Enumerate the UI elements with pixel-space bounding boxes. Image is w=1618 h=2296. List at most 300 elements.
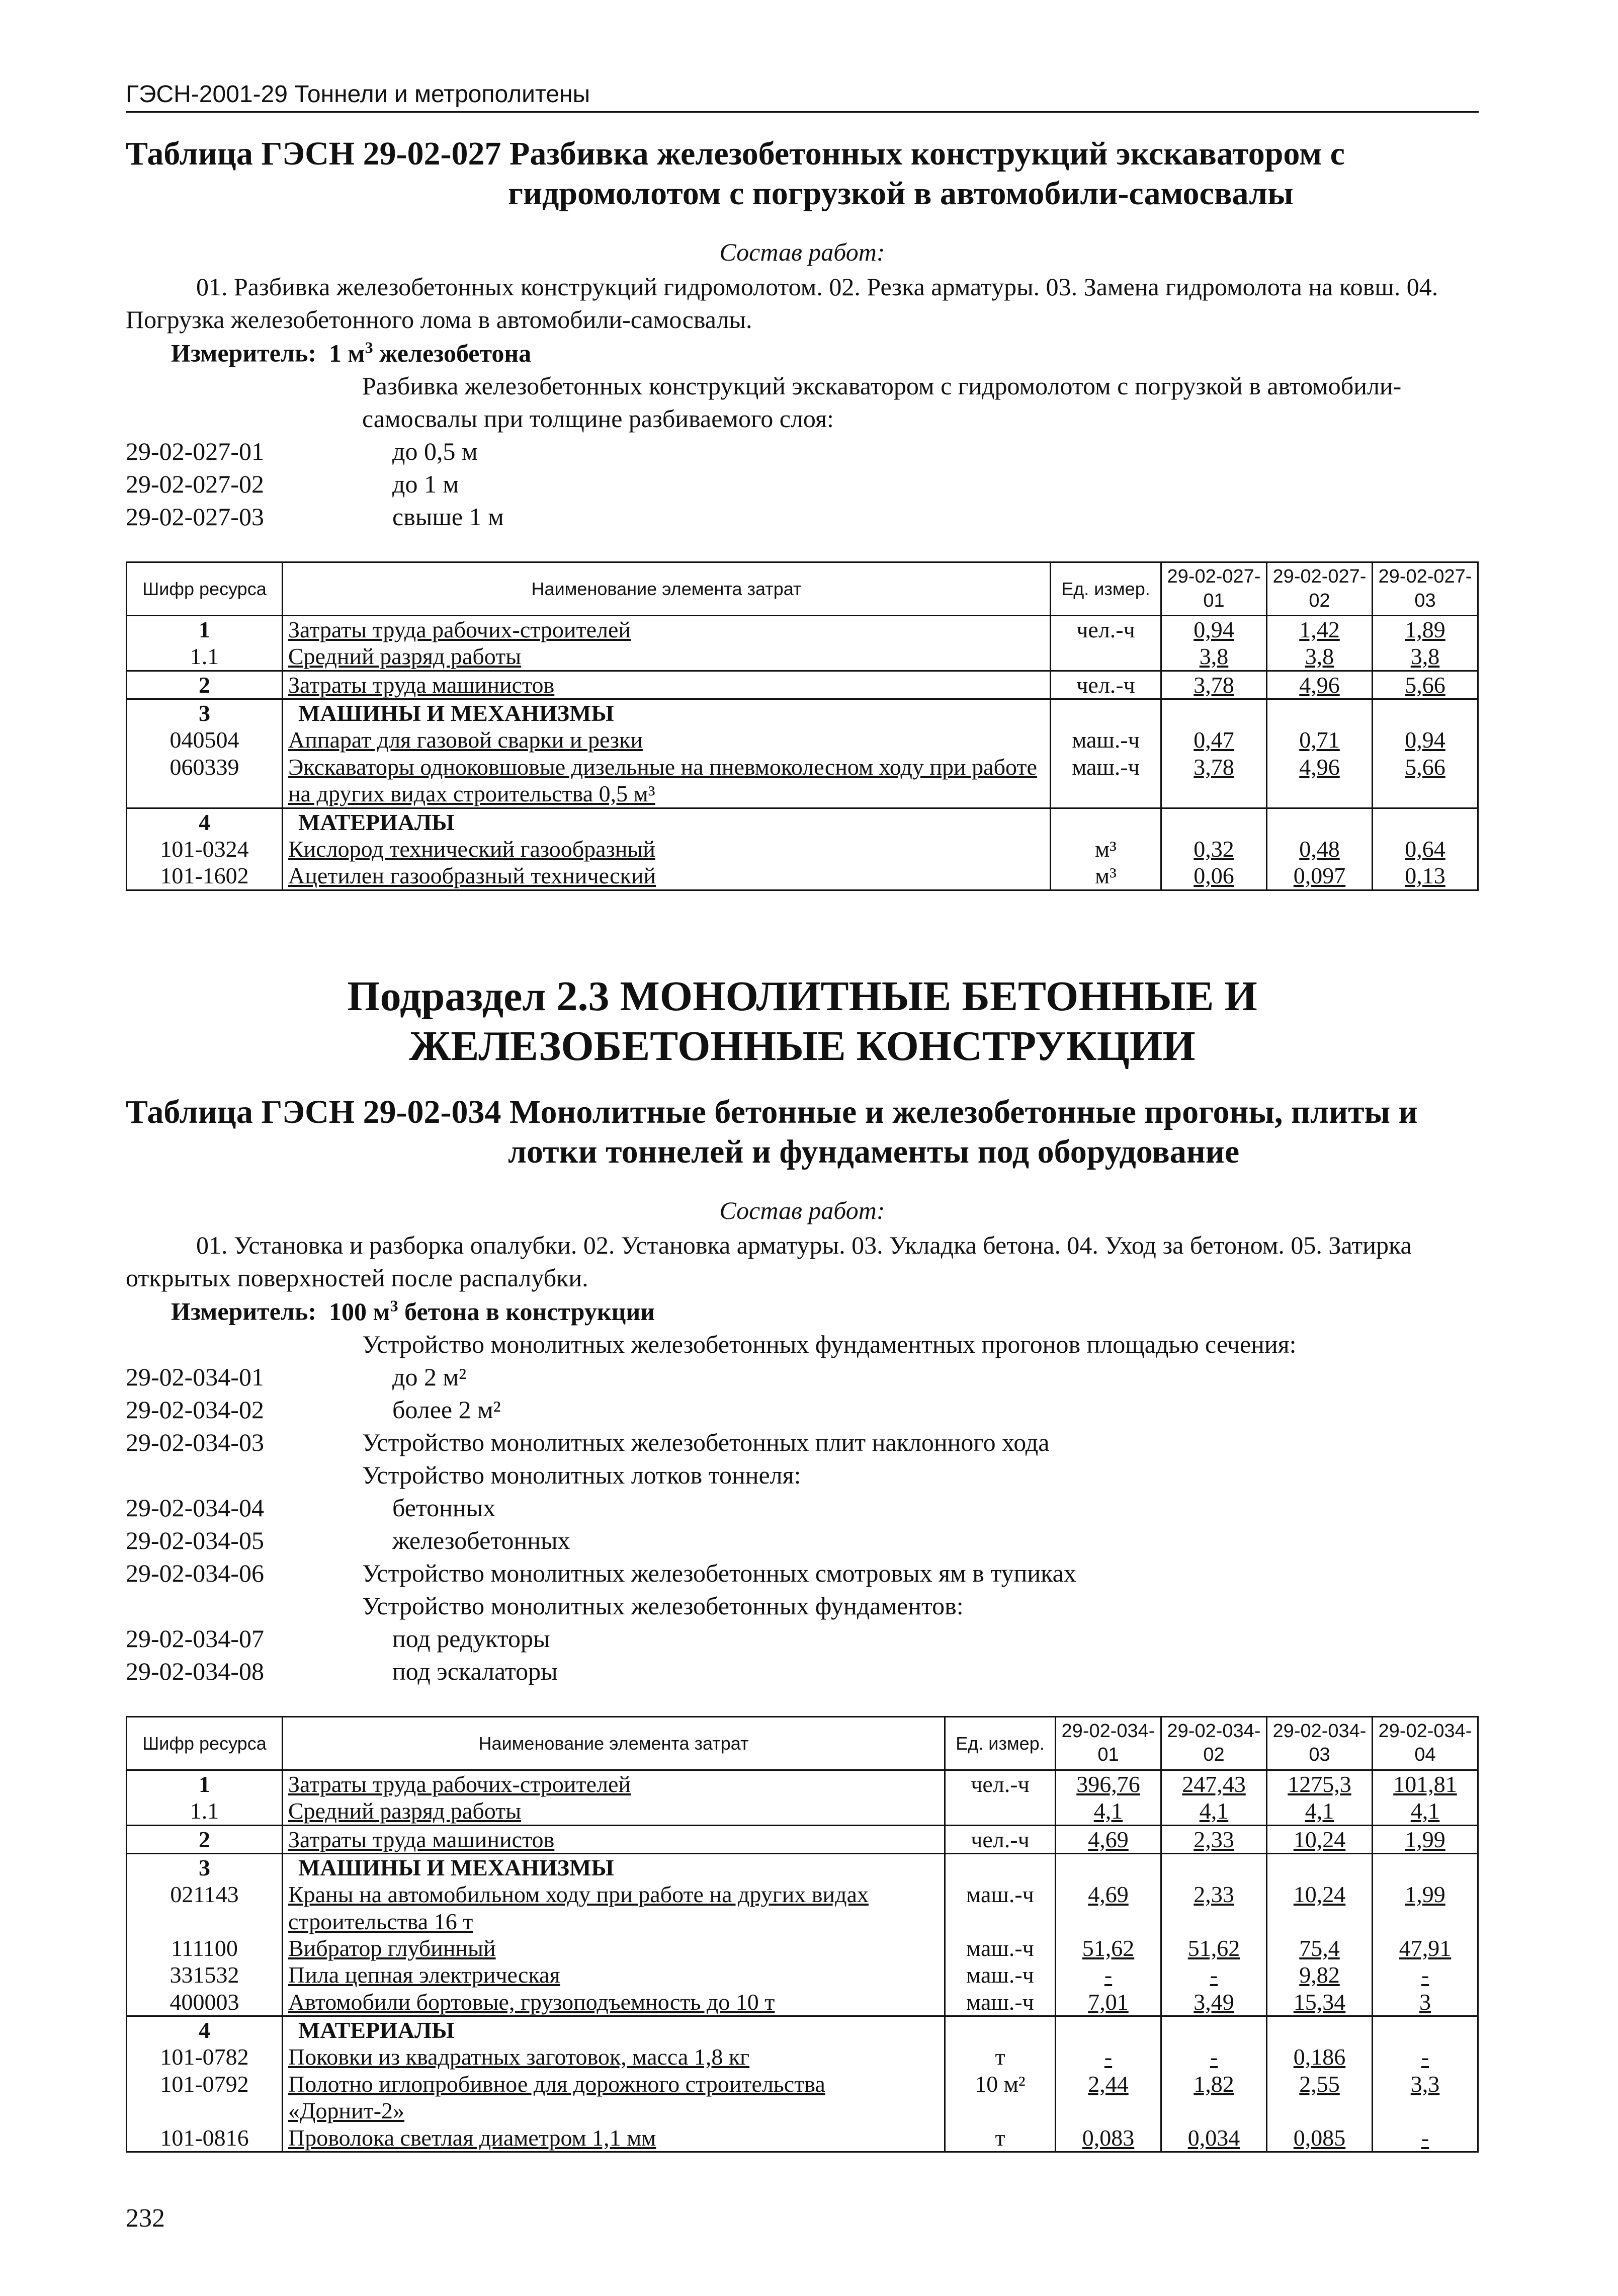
value-cell xyxy=(1267,1770,1373,1797)
cost-element-name xyxy=(283,1989,945,2016)
value-cell xyxy=(1161,1935,1267,1961)
value-cell xyxy=(1373,862,1478,890)
measure-label: Измеритель: xyxy=(171,339,317,368)
code-line xyxy=(126,1328,1479,1361)
table-row xyxy=(127,1935,1478,1961)
value: 1,82 xyxy=(1194,2071,1234,2097)
value-cell xyxy=(1267,1853,1373,1881)
code-description: железобетонных xyxy=(392,1526,570,1554)
value-cell xyxy=(1267,2043,1373,2070)
cost-element-name xyxy=(283,1770,945,1797)
header-col: 29-02-027-03 xyxy=(1373,562,1478,616)
value-cell xyxy=(1267,1825,1373,1853)
value-cell xyxy=(1161,808,1267,836)
code-description: до 0,5 м xyxy=(392,437,478,466)
value: 0,32 xyxy=(1194,836,1234,862)
table2-grid xyxy=(126,1716,1479,2153)
cost-element-name xyxy=(283,808,1051,836)
code-number: 29-02-027-03 xyxy=(126,503,264,531)
cost-element-name xyxy=(283,754,1051,808)
value: 3,8 xyxy=(1410,643,1440,670)
code-number: 29-02-034-03 xyxy=(126,1428,264,1456)
value-cell xyxy=(1056,1881,1161,1935)
code-line xyxy=(126,1492,1479,1524)
value: 4,1 xyxy=(1199,1798,1229,1824)
value: 4,96 xyxy=(1299,672,1340,698)
value-cell xyxy=(1056,2071,1161,2124)
code-description: Устройство монолитных железобетонных плит наклонного хода xyxy=(362,1428,1050,1456)
resource-code: 040504 xyxy=(127,726,283,753)
unit: маш.-ч xyxy=(945,1935,1056,1961)
value-cell xyxy=(1161,616,1267,643)
value: 4,69 xyxy=(1088,1881,1129,1908)
table-row xyxy=(127,1961,1478,1988)
value: 5,66 xyxy=(1405,754,1445,780)
code-description: бетонных xyxy=(392,1493,496,1522)
page xyxy=(126,80,1479,2153)
value-cell xyxy=(1267,1961,1373,1988)
value: 2,55 xyxy=(1299,2071,1340,2097)
table2-measure xyxy=(126,1296,1479,1326)
table-row xyxy=(127,643,1478,671)
header-code: Шифр ресурса xyxy=(127,1716,283,1770)
code-number: 29-02-034-07 xyxy=(126,1624,264,1653)
value: 0,94 xyxy=(1194,617,1234,643)
resource-code: 101-0782 xyxy=(127,2043,283,2070)
value-cell xyxy=(1373,1935,1478,1961)
code-number xyxy=(126,370,362,435)
value-cell xyxy=(1373,836,1478,862)
value-cell xyxy=(1267,643,1373,671)
cost-element-text: Проволока светлая диаметром 1,1 мм xyxy=(288,2124,656,2151)
cost-element-text: МАТЕРИАЛЫ xyxy=(298,809,455,835)
code-line xyxy=(126,370,1479,435)
value: 0,48 xyxy=(1299,836,1340,862)
unit: маш.-ч xyxy=(945,1989,1056,2016)
cost-element-text: Краны на автомобильном ходу при работе на других видах строительства 16 т xyxy=(288,1881,869,1934)
value-cell xyxy=(1161,754,1267,808)
table-row xyxy=(127,671,1478,699)
cost-element-text: МАШИНЫ И МЕХАНИЗМЫ xyxy=(298,1854,614,1880)
unit: т xyxy=(945,2124,1056,2152)
cost-element-text: Вибратор глубинный xyxy=(288,1935,496,1961)
cost-element-name xyxy=(283,1961,945,1988)
table-row xyxy=(127,1881,1478,1935)
cost-element-text: Полотно иглопробивное для дорожного строительства «Дорнит-2» xyxy=(288,2071,825,2124)
cost-element-name xyxy=(283,836,1051,862)
unit xyxy=(945,1853,1056,1881)
code-number xyxy=(126,1328,362,1361)
cost-element-name xyxy=(283,2016,945,2044)
code-description: под эскалаторы xyxy=(392,1657,558,1685)
header-name: Наименование элемента затрат xyxy=(283,562,1051,616)
unit: чел.-ч xyxy=(945,1825,1056,1853)
value: 4,96 xyxy=(1299,754,1340,780)
value-cell xyxy=(1373,2016,1478,2044)
table-row xyxy=(127,2043,1478,2070)
resource-code: 4 xyxy=(127,2016,283,2044)
value: 1275,3 xyxy=(1288,1771,1351,1797)
value-cell xyxy=(1373,2071,1478,2124)
table-row xyxy=(127,2016,1478,2044)
value-cell xyxy=(1161,2043,1267,2070)
code-line xyxy=(126,1524,1479,1557)
value-cell xyxy=(1161,1961,1267,1988)
value-cell xyxy=(1267,2071,1373,2124)
value: - xyxy=(1421,1962,1429,1988)
unit: м³ xyxy=(1051,862,1161,890)
table-row xyxy=(127,2071,1478,2124)
resource-code: 101-0792 xyxy=(127,2071,283,2124)
code-description: Разбивка железобетонных конструкций экскаватором с гидромолотом с погрузкой в автомобили-самосвалы при толщине разбиваемого слоя: xyxy=(362,372,1402,433)
value: 2,44 xyxy=(1088,2071,1129,2097)
code-line xyxy=(126,1557,1479,1590)
unit: т xyxy=(945,2043,1056,2070)
page-number: 232 xyxy=(126,2204,165,2233)
header-name: Наименование элемента затрат xyxy=(283,1716,945,1770)
unit: маш.-ч xyxy=(1051,726,1161,753)
table1-measure xyxy=(126,338,1479,368)
value: 4,69 xyxy=(1088,1826,1129,1852)
code-line xyxy=(126,1622,1479,1655)
code-number: 29-02-027-02 xyxy=(126,470,264,499)
value: 5,66 xyxy=(1405,672,1445,698)
value-cell xyxy=(1161,1853,1267,1881)
value: - xyxy=(1104,1962,1113,1988)
header-unit: Ед. измер. xyxy=(945,1716,1056,1770)
cost-element-text: Средний разряд работы xyxy=(288,1798,522,1824)
value: 0,034 xyxy=(1187,2124,1240,2151)
value-cell xyxy=(1161,1770,1267,1797)
code-description: Устройство монолитных железобетонных фундаментов: xyxy=(362,1591,964,1620)
resource-code: 4 xyxy=(127,808,283,836)
code-description: Устройство монолитных лотков тоннеля: xyxy=(362,1460,801,1489)
value: 10,24 xyxy=(1293,1881,1346,1908)
value: - xyxy=(1210,2044,1218,2070)
table2-works-text: 01. Установка и разборка опалубки. 02. Установка арматуры. 03. Укладка бетона. 04. Уход за бетоном. 05. Затирка открытых поверхностей после распалубки. xyxy=(126,1231,1412,1292)
value-cell xyxy=(1056,1853,1161,1881)
unit xyxy=(1051,808,1161,836)
value-cell xyxy=(1267,726,1373,753)
resource-code: 021143 xyxy=(127,1881,283,1935)
cost-element-name xyxy=(283,699,1051,727)
code-number: 29-02-027-01 xyxy=(126,437,264,466)
code-description: Устройство монолитных железобетонных фундаментных прогонов площадью сечения: xyxy=(362,1330,1297,1358)
code-number: 29-02-034-01 xyxy=(126,1362,264,1391)
cost-element-text: Аппарат для газовой сварки и резки xyxy=(288,727,643,753)
value: 0,06 xyxy=(1194,863,1234,889)
table-row xyxy=(127,616,1478,643)
resource-code: 2 xyxy=(127,1825,283,1853)
header-col: 29-02-034-03 xyxy=(1267,1716,1373,1770)
measure-value: 100 $м^3$ бетона в конструкции xyxy=(329,1296,655,1326)
value-cell xyxy=(1373,2043,1478,2070)
cost-element-name xyxy=(283,643,1051,671)
value-cell xyxy=(1161,1825,1267,1853)
resource-code: 1.1 xyxy=(127,643,283,671)
code-description: более 2 м² xyxy=(392,1395,501,1424)
cost-element-text: МАТЕРИАЛЫ xyxy=(298,2017,455,2043)
code-line xyxy=(126,501,1479,533)
code-number xyxy=(126,1590,362,1622)
table-row xyxy=(127,726,1478,753)
code-number xyxy=(126,1459,362,1492)
value-cell xyxy=(1267,808,1373,836)
cost-element-name xyxy=(283,1825,945,1853)
cost-element-name xyxy=(283,2071,945,2124)
value-cell xyxy=(1267,1797,1373,1825)
measure-label: Измеритель: xyxy=(171,1297,317,1326)
cost-element-name xyxy=(283,1881,945,1935)
value-cell xyxy=(1373,699,1478,727)
cost-element-text: Кислород технический газообразный xyxy=(288,836,655,862)
value: 247,43 xyxy=(1182,1771,1246,1797)
value-cell xyxy=(1056,2124,1161,2152)
header-col: 29-02-027-01 xyxy=(1161,562,1267,616)
value-cell xyxy=(1373,1961,1478,1988)
value: 10,24 xyxy=(1293,1826,1346,1852)
table1-header-row xyxy=(127,562,1478,616)
header-col: 29-02-034-01 xyxy=(1056,1716,1161,1770)
value-cell xyxy=(1267,836,1373,862)
value-cell xyxy=(1373,754,1478,808)
value: 0,71 xyxy=(1299,727,1340,753)
value-cell xyxy=(1373,1989,1478,2016)
measure-value: 1 $м^3$ железобетона xyxy=(329,338,532,368)
table2-code-list xyxy=(126,1328,1479,1688)
value: 0,085 xyxy=(1293,2124,1346,2151)
resource-code: 3 xyxy=(127,1853,283,1881)
cost-element-text: Затраты труда рабочих-строителей xyxy=(288,617,631,643)
value-cell xyxy=(1373,1770,1478,1797)
unit: чел.-ч xyxy=(1051,671,1161,699)
value-cell xyxy=(1161,2071,1267,2124)
value-cell xyxy=(1161,671,1267,699)
header-unit: Ед. измер. xyxy=(1051,562,1161,616)
resource-code: 111100 xyxy=(127,1935,283,1961)
table1-code-list xyxy=(126,370,1479,533)
subsection-title: Подраздел 2.3 МОНОЛИТНЫЕ БЕТОННЫЕ И ЖЕЛЕЗОБЕТОННЫЕ КОНСТРУКЦИИ xyxy=(347,972,1257,1070)
cost-element-name xyxy=(283,1797,945,1825)
value: 0,097 xyxy=(1293,863,1346,889)
code-line xyxy=(126,1459,1479,1492)
value-cell xyxy=(1267,616,1373,643)
table-row xyxy=(127,754,1478,808)
header-col: 29-02-027-02 xyxy=(1267,562,1373,616)
resource-code: 1 xyxy=(127,1770,283,1797)
value-cell xyxy=(1161,726,1267,753)
code-description: под редукторы xyxy=(392,1624,550,1653)
value: 51,62 xyxy=(1187,1935,1240,1961)
value-cell xyxy=(1056,1961,1161,1988)
value-cell xyxy=(1267,1881,1373,1935)
value: 4,1 xyxy=(1305,1798,1334,1824)
value: 3,8 xyxy=(1199,643,1229,670)
code-line xyxy=(126,1655,1479,1688)
value-cell xyxy=(1161,1989,1267,2016)
value-cell xyxy=(1267,1935,1373,1961)
table1-works-text: 01. Разбивка железобетонных конструкций гидромолотом. 02. Резка арматуры. 03. Замена гидромолота на ковш. 04. Погрузка железобетонного лома в автомобили-самосвалы. xyxy=(126,273,1438,334)
code-line xyxy=(126,468,1479,501)
code-number: 29-02-034-02 xyxy=(126,1395,264,1424)
value: 47,91 xyxy=(1399,1935,1452,1961)
unit xyxy=(1051,699,1161,727)
resource-code: 060339 xyxy=(127,754,283,808)
value-cell xyxy=(1056,2016,1161,2044)
value-cell xyxy=(1161,836,1267,862)
cost-element-name xyxy=(283,726,1051,753)
value: 3,3 xyxy=(1410,2071,1440,2097)
value-cell xyxy=(1056,1797,1161,1825)
value: 3,78 xyxy=(1194,672,1234,698)
code-number: 29-02-034-08 xyxy=(126,1657,264,1685)
resource-code: 101-0816 xyxy=(127,2124,283,2152)
value: 0,47 xyxy=(1194,727,1234,753)
value-cell xyxy=(1267,754,1373,808)
table-row xyxy=(127,2124,1478,2152)
cost-element-text: Поковки из квадратных заготовок, масса 1,8 кг xyxy=(288,2044,750,2070)
table1-title: Таблица ГЭСН 29-02-027 Разбивка железобетонных конструкций экскаватором с гидромолотом с погрузкой в автомобили-самосвалы xyxy=(126,135,1345,212)
cost-element-name xyxy=(283,671,1051,699)
value: 0,94 xyxy=(1405,727,1445,753)
cost-element-text: Пила цепная электрическая xyxy=(288,1962,560,1988)
value: 396,76 xyxy=(1076,1771,1140,1797)
table-row xyxy=(127,1770,1478,1797)
code-description: до 1 м xyxy=(392,470,459,499)
value: 2,33 xyxy=(1194,1881,1234,1908)
cost-element-name xyxy=(283,2124,945,2152)
value: 1,42 xyxy=(1299,617,1340,643)
cost-element-text: Затраты труда машинистов xyxy=(288,1826,555,1852)
value-cell xyxy=(1373,1853,1478,1881)
header-col: 29-02-034-04 xyxy=(1373,1716,1478,1770)
value: 3,78 xyxy=(1194,754,1234,780)
cost-element-text: Затраты труда машинистов xyxy=(288,672,555,698)
table-row xyxy=(127,1825,1478,1853)
value-cell xyxy=(1267,2016,1373,2044)
value-cell xyxy=(1056,1770,1161,1797)
cost-element-name xyxy=(283,1853,945,1881)
value: 75,4 xyxy=(1299,1935,1340,1961)
cost-element-text: Автомобили бортовые, грузоподъемность до 10 т xyxy=(288,1989,775,2015)
value-cell xyxy=(1267,671,1373,699)
value-cell xyxy=(1373,1797,1478,1825)
unit: 10 м² xyxy=(945,2071,1056,2124)
code-number: 29-02-034-05 xyxy=(126,1526,264,1554)
value: 0,64 xyxy=(1405,836,1445,862)
resource-code: 2 xyxy=(127,671,283,699)
value-cell xyxy=(1373,1825,1478,1853)
value: 101,81 xyxy=(1393,1771,1457,1797)
cost-element-name xyxy=(283,616,1051,643)
value: - xyxy=(1104,2044,1113,2070)
value-cell xyxy=(1161,862,1267,890)
resource-code: 3 xyxy=(127,699,283,727)
resource-code: 101-0324 xyxy=(127,836,283,862)
unit xyxy=(945,2016,1056,2044)
resource-code: 101-1602 xyxy=(127,862,283,890)
unit xyxy=(945,1797,1056,1825)
table-row xyxy=(127,1853,1478,1881)
value-cell xyxy=(1373,2124,1478,2152)
unit: маш.-ч xyxy=(1051,754,1161,808)
table2-works-heading: Состав работ: xyxy=(719,1196,885,1225)
value-cell xyxy=(1373,671,1478,699)
value: 15,34 xyxy=(1293,1989,1346,2015)
value: 0,186 xyxy=(1293,2044,1346,2070)
value: - xyxy=(1210,1962,1218,1988)
table-row xyxy=(127,1797,1478,1825)
code-description: до 2 м² xyxy=(392,1362,467,1391)
table-row xyxy=(127,1989,1478,2016)
cost-element-text: МАШИНЫ И МЕХАНИЗМЫ xyxy=(298,700,614,726)
table1-grid xyxy=(126,561,1479,891)
unit: маш.-ч xyxy=(945,1881,1056,1935)
value: 1,99 xyxy=(1405,1881,1445,1908)
value: 1,99 xyxy=(1405,1826,1445,1852)
value: 0,13 xyxy=(1405,863,1445,889)
value-cell xyxy=(1161,699,1267,727)
value-cell xyxy=(1373,643,1478,671)
table-row xyxy=(127,836,1478,862)
value-cell xyxy=(1373,616,1478,643)
cost-element-name xyxy=(283,1935,945,1961)
value-cell xyxy=(1056,1989,1161,2016)
unit: чел.-ч xyxy=(945,1770,1056,1797)
code-number: 29-02-034-06 xyxy=(126,1559,264,1587)
value-cell xyxy=(1267,1989,1373,2016)
value-cell xyxy=(1373,726,1478,753)
value-cell xyxy=(1056,1935,1161,1961)
code-description: Устройство монолитных железобетонных смотровых ям в тупиках xyxy=(362,1559,1076,1587)
code-line xyxy=(126,1393,1479,1426)
table2-header-row xyxy=(127,1716,1478,1770)
code-description: свыше 1 м xyxy=(392,503,504,531)
header-col: 29-02-034-02 xyxy=(1161,1716,1267,1770)
value: 51,62 xyxy=(1082,1935,1135,1961)
cost-element-name xyxy=(283,2043,945,2070)
value-cell xyxy=(1267,699,1373,727)
value: 1,89 xyxy=(1405,617,1445,643)
code-line xyxy=(126,1426,1479,1459)
running-head: ГЭСН-2001-29 Тоннели и метрополитены xyxy=(126,80,1479,113)
value-cell xyxy=(1161,2124,1267,2152)
value-cell xyxy=(1267,862,1373,890)
code-line xyxy=(126,1590,1479,1622)
value-cell xyxy=(1056,1825,1161,1853)
value-cell xyxy=(1267,2124,1373,2152)
value: - xyxy=(1421,2044,1429,2070)
value: 4,1 xyxy=(1093,1798,1123,1824)
resource-code: 1.1 xyxy=(127,1797,283,1825)
table-row xyxy=(127,862,1478,890)
cost-element-text: Экскаваторы одноковшовые дизельные на пневмоколесном ходу при работе на других видах строительства 0,5 м³ xyxy=(288,754,1037,807)
table1-works-heading: Состав работ: xyxy=(719,238,885,267)
value-cell xyxy=(1373,808,1478,836)
cost-element-text: Затраты труда рабочих-строителей xyxy=(288,1771,631,1797)
value: 3,49 xyxy=(1194,1989,1234,2015)
resource-code: 331532 xyxy=(127,1961,283,1988)
value: 3,8 xyxy=(1305,643,1334,670)
value: 2,33 xyxy=(1194,1826,1234,1852)
unit: чел.-ч xyxy=(1051,616,1161,643)
value-cell xyxy=(1161,1881,1267,1935)
value: 7,01 xyxy=(1088,1989,1129,2015)
header-code: Шифр ресурса xyxy=(127,562,283,616)
cost-element-text: Ацетилен газообразный технический xyxy=(288,863,656,889)
value: 9,82 xyxy=(1299,1962,1340,1988)
value: 3 xyxy=(1419,1989,1431,2015)
